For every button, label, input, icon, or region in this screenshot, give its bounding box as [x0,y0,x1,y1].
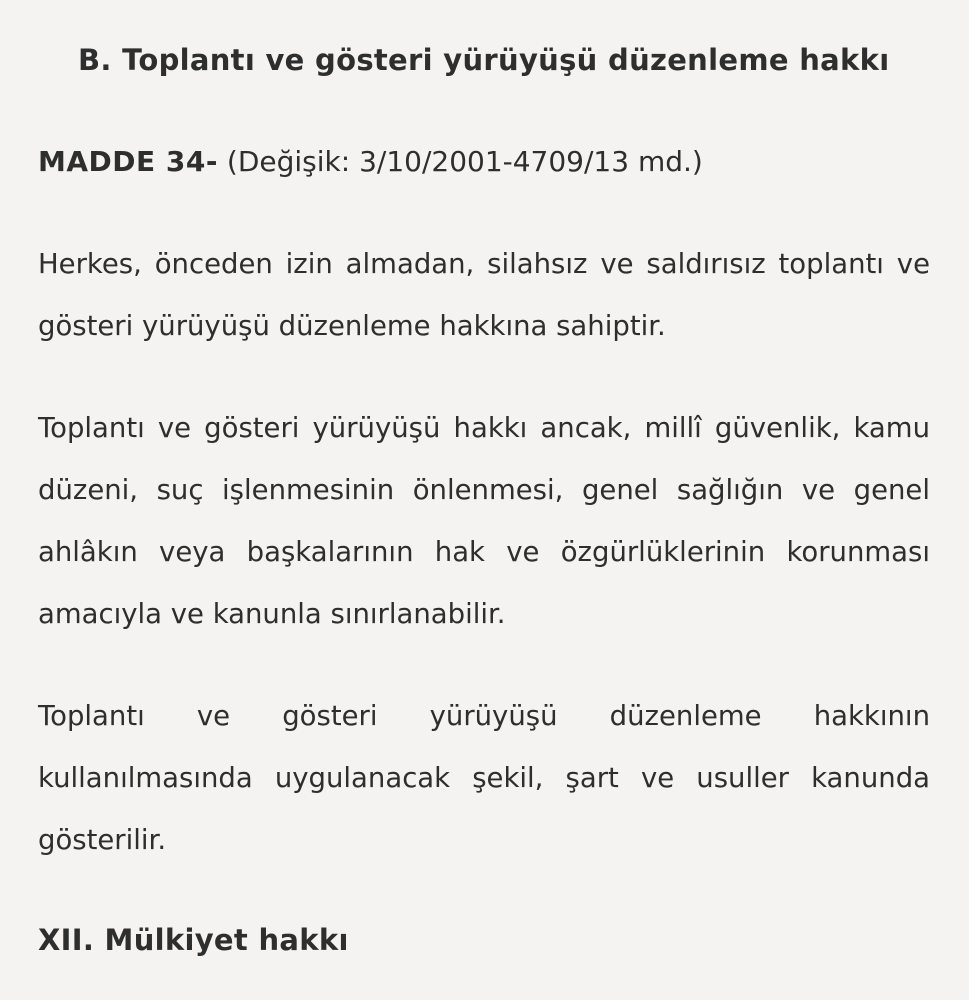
article-paragraph-1: Herkes, önceden izin almadan, silahsız ve saldırısız toplantı ve gösteri yürüyüşü düzenleme hakkına sahiptir. [38,248,930,342]
section-title-xii: XII. Mülkiyet hakkı [38,923,349,957]
article-heading [38,142,703,182]
article-paragraph-3: Toplantı ve gösteri yürüyüşü düzenleme hakkının kullanılmasında uygulanacak şekil, şart ve usuller kanunda gösterilir. [38,700,930,856]
article-number: MADDE 34- [38,145,218,178]
section-title-b: B. Toplantı ve gösteri yürüyüşü düzenleme hakkı [78,43,890,77]
article-paragraph-2: Toplantı ve gösteri yürüyüşü hakkı ancak, millî güvenlik, kamu düzeni, suç işlenmesinin önlenmesi, genel sağlığın ve genel ahlâkın veya başkalarının hak ve özgürlüklerinin korunması amacıyla ve kanunla sınırlanabilir. [38,412,930,630]
amendment-note: (Değişik: 3/10/2001-4709/13 md.) [226,145,703,178]
